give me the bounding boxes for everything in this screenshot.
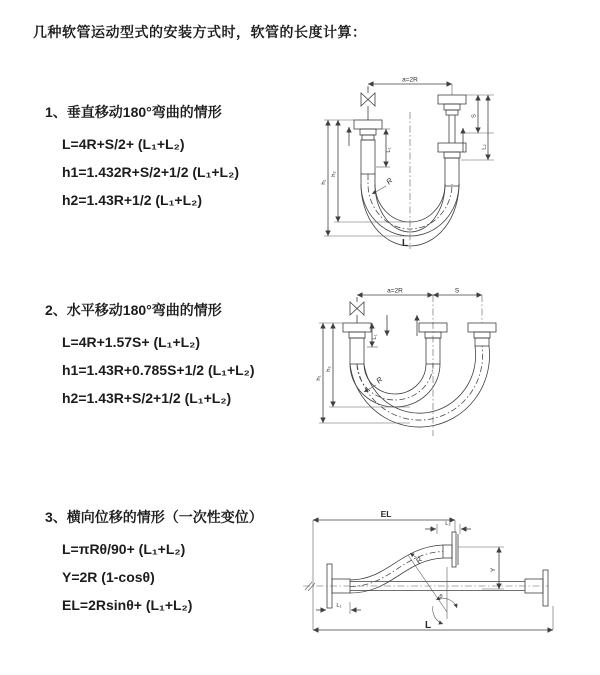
angle-label: θ <box>439 594 443 600</box>
dim-label-s: S <box>471 114 478 118</box>
middle-pipe-fitting <box>419 323 447 364</box>
dim-label-h2: h₂ <box>326 366 332 372</box>
dim-l2 <box>425 521 471 534</box>
dim-y <box>458 547 504 589</box>
dim-label-a2r: a=2R <box>387 287 403 295</box>
left-pipe-fitting <box>343 323 371 364</box>
right-flange <box>525 570 548 606</box>
page-title: 几种软管运动型式的安装方式时，软管的长度计算： <box>33 24 367 40</box>
dim-label-y: Y <box>490 567 497 573</box>
dim-label-h1: h₁ <box>316 375 322 381</box>
dim-label-h2: h₂ <box>331 171 337 177</box>
dim-label-l2: L₂ <box>481 144 488 150</box>
dim-label-el: EL <box>380 509 392 519</box>
diagram-lateral-displacement <box>300 503 590 643</box>
dim-h-left <box>321 120 407 236</box>
dim-l1 <box>316 602 361 614</box>
dim-label-s: S <box>454 287 460 295</box>
formula-h2: h2=1.43R+S/2+1/2 (L₁+L₂) <box>62 390 232 406</box>
formula-l: L=4R+S/2+ (L₁+L₂) <box>62 136 185 152</box>
angle-construction <box>408 555 457 624</box>
dim-label-l1: L₁ <box>372 334 378 340</box>
section-3-heading: 3、横向位移的情形（一次性变位） <box>45 509 263 525</box>
radius-leader <box>410 553 425 565</box>
section-1-heading: 1、垂直移动180°弯曲的情形 <box>45 104 222 120</box>
length-label: L <box>401 238 409 249</box>
formula-h1: h1=1.432R+S/2+1/2 (L₁+L₂) <box>62 164 239 180</box>
section-horizontal-movement <box>45 300 255 412</box>
section-2-heading: 2、水平移动180°弯曲的情形 <box>45 302 222 318</box>
radius-label: R <box>374 374 385 386</box>
dim-label-l: L <box>424 620 432 631</box>
upper-flange <box>443 532 458 567</box>
dim-label-h1: h₁ <box>321 179 327 185</box>
dim-label-l1: L₁ <box>336 603 342 609</box>
dim-label-l2: L₂ <box>445 521 451 527</box>
break-mark <box>308 583 315 591</box>
dim-l1-left-pipe <box>367 323 378 347</box>
formula-el: EL=2Rsinθ+ (L₁+L₂) <box>62 597 193 613</box>
formula-l: L=4R+1.57S+ (L₁+L₂) <box>62 334 201 350</box>
formula-h1: h1=1.43R+0.785S+1/2 (L₁+L₂) <box>62 362 255 378</box>
dim-a-2r <box>368 77 452 96</box>
radius-label: R <box>384 175 395 187</box>
hose-u-bend-positions <box>350 346 490 427</box>
left-pipe-fitting <box>354 120 382 174</box>
straight-hose-position <box>303 582 548 592</box>
section-lateral-displacement <box>45 507 263 619</box>
valve-icon <box>350 297 364 323</box>
diagram-vertical-180-bend <box>310 72 505 252</box>
dim-label-l1: L₁ <box>386 147 392 153</box>
radius-label: R <box>413 555 425 566</box>
formula-h2: h2=1.43R+1/2 (L₁+L₂) <box>62 192 203 208</box>
dim-l <box>313 606 553 631</box>
section-vertical-movement <box>45 102 239 214</box>
right-pipe-fitting <box>438 95 466 186</box>
right-pipe-fitting <box>468 323 496 346</box>
diagram-horizontal-180-bend <box>310 283 505 443</box>
dim-l1-left-pipe <box>376 129 392 167</box>
formula-y: Y=2R (1-cosθ) <box>62 569 155 585</box>
valve-icon <box>361 86 375 120</box>
formula-l: L=πRθ/90+ (L₁+L₂) <box>62 541 186 557</box>
dim-a-2r <box>357 288 482 296</box>
dim-label-a2r: a=2R <box>402 76 418 84</box>
